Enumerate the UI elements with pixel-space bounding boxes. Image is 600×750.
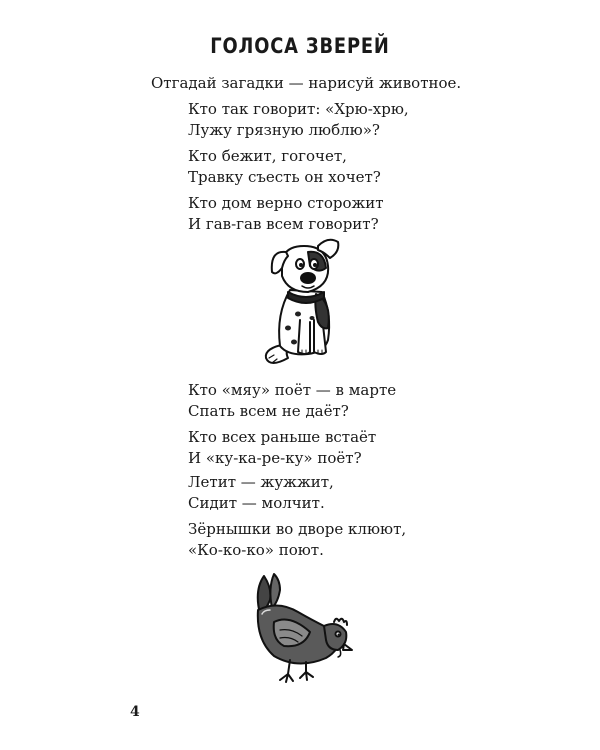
riddle-line: И «ку-ка-ре-ку» поёт? <box>188 449 362 467</box>
intro-text: Отгадай загадки — нарисуй животное. <box>151 74 462 92</box>
riddle-line: Сидит — молчит. <box>188 494 325 512</box>
riddle-line: Кто всех раньше встаёт <box>188 428 377 446</box>
riddle-line: Кто так говорит: «Хрю-хрю, <box>188 100 409 118</box>
riddle-line: Кто «мяу» поёт — в марте <box>188 381 397 399</box>
riddle-cat <box>188 380 396 422</box>
riddle-fly <box>188 472 334 514</box>
riddle-rooster <box>188 427 376 469</box>
hen-illustration <box>248 570 358 685</box>
page-number: 4 <box>130 704 140 720</box>
riddle-line: Спать всем не даёт? <box>188 402 349 420</box>
riddle-line: Зёрнышки во дворе клюют, <box>188 520 407 538</box>
riddle-line: Кто бежит, гогочет, <box>188 147 347 165</box>
riddle-line: И гав-гав всем говорит? <box>188 215 379 233</box>
riddle-dog <box>188 193 384 235</box>
riddle-goose <box>188 146 381 188</box>
riddle-hens <box>188 519 406 561</box>
riddle-line: Травку съесть он хочет? <box>188 168 381 186</box>
riddle-line: Лужу грязную люблю»? <box>188 121 380 139</box>
page-title: ГОЛОСА ЗВЕРЕЙ <box>210 34 390 58</box>
riddle-line: Кто дом верно сторожит <box>188 194 384 212</box>
riddle-line: «Ко-ко-ко» поют. <box>188 541 324 559</box>
dog-illustration <box>258 232 348 372</box>
riddle-pig <box>188 99 409 141</box>
riddle-line: Летит — жужжит, <box>188 473 334 491</box>
